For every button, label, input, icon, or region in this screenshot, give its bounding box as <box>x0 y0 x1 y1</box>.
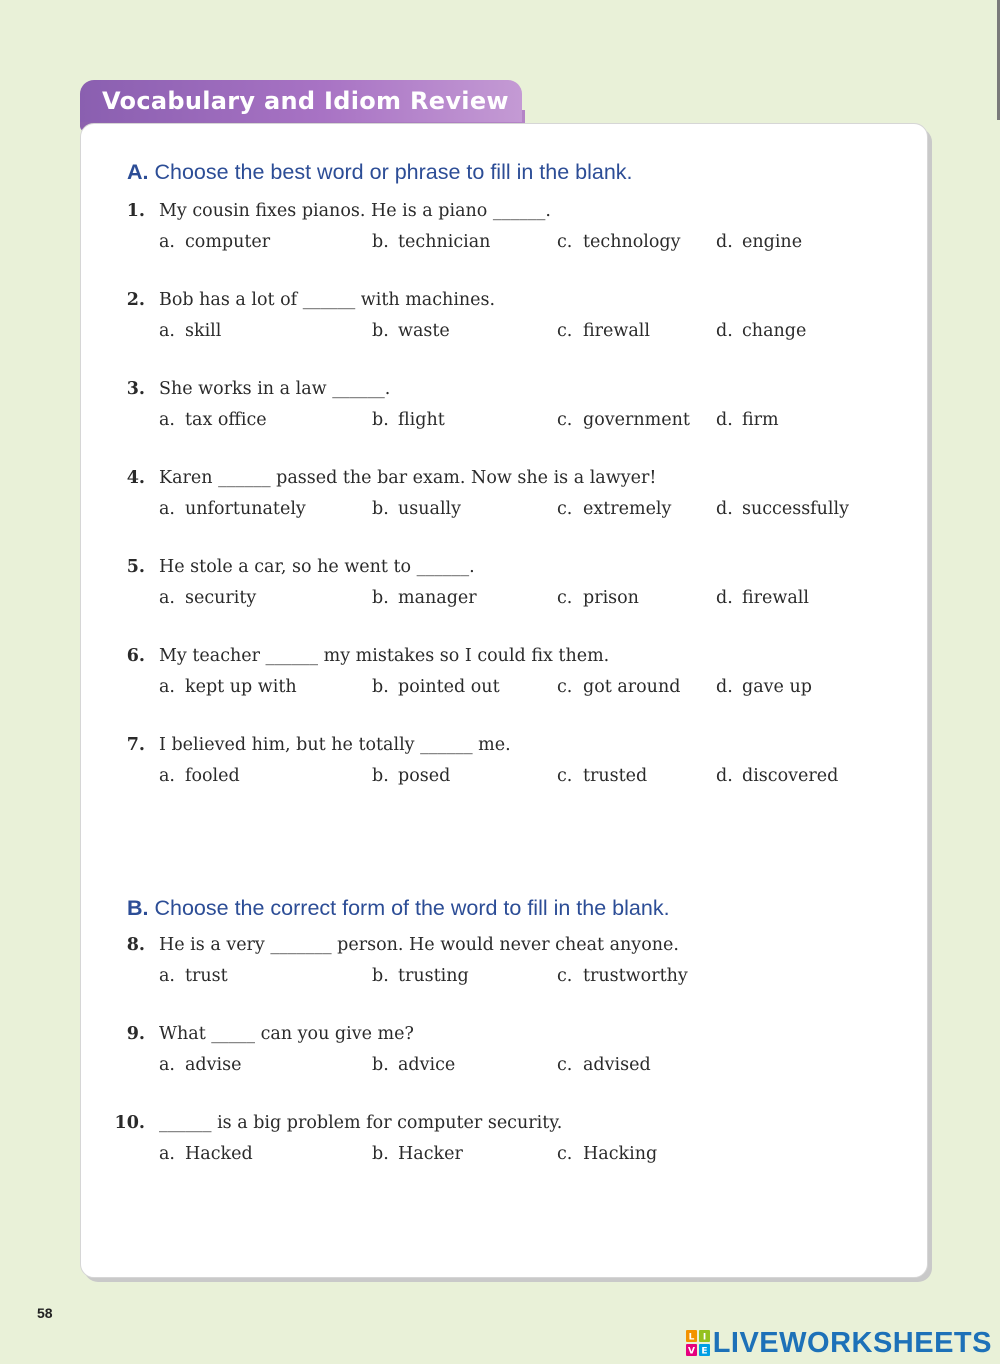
liveworksheets-logo-icon <box>686 1330 710 1356</box>
banner-title: Vocabulary and Idiom Review <box>102 87 509 115</box>
option-text: got around <box>583 677 681 697</box>
option-letter: a. <box>159 588 175 608</box>
question-number: 9. <box>126 1024 145 1044</box>
option-b[interactable] <box>372 410 445 430</box>
option-b[interactable] <box>372 966 469 986</box>
question-text: She works in a law ______. <box>159 379 391 399</box>
option-text: engine <box>742 232 803 252</box>
option-letter: b. <box>372 232 389 252</box>
option-b[interactable] <box>372 499 461 519</box>
question-2 <box>110 290 910 360</box>
question-text: My teacher ______ my mistakes so I could fix them. <box>159 646 610 666</box>
option-letter: a. <box>159 321 175 341</box>
question-number: 6. <box>126 646 145 666</box>
option-letter: b. <box>372 499 389 519</box>
option-text: skill <box>185 321 222 341</box>
option-letter: d. <box>716 766 733 786</box>
option-c[interactable] <box>557 1055 651 1075</box>
liveworksheets-text: LIVEWORKSHEETS <box>712 1326 992 1359</box>
option-letter: a. <box>159 499 175 519</box>
page-number: 58 <box>37 1305 53 1321</box>
option-letter: a. <box>159 1055 175 1075</box>
option-c[interactable] <box>557 410 690 430</box>
option-text: firewall <box>742 588 810 608</box>
option-d[interactable] <box>716 588 809 608</box>
option-text: advise <box>185 1055 242 1075</box>
option-letter: c. <box>557 677 573 697</box>
option-a[interactable] <box>159 766 240 786</box>
option-text: pointed out <box>398 677 500 697</box>
option-letter: b. <box>372 588 389 608</box>
option-b[interactable] <box>372 677 500 697</box>
question-10 <box>110 1113 910 1183</box>
option-text: trust <box>185 966 228 986</box>
option-letter: a. <box>159 966 175 986</box>
option-text: tax office <box>185 410 267 430</box>
question-text: What _____ can you give me? <box>159 1024 414 1044</box>
option-text: usually <box>398 499 462 519</box>
option-letter: b. <box>372 1144 389 1164</box>
question-text: I believed him, but he totally ______ me. <box>159 735 511 755</box>
option-c[interactable] <box>557 966 688 986</box>
option-letter: b. <box>372 677 389 697</box>
option-a[interactable] <box>159 410 267 430</box>
svg-text:I: I <box>702 1332 706 1343</box>
option-c[interactable] <box>557 1144 657 1164</box>
option-text: waste <box>398 321 450 341</box>
option-d[interactable] <box>716 677 812 697</box>
option-letter: b. <box>372 410 389 430</box>
option-text: trustworthy <box>583 966 688 986</box>
option-letter: c. <box>557 588 573 608</box>
option-letter: c. <box>557 766 573 786</box>
question-text: Karen ______ passed the bar exam. Now she is a lawyer! <box>159 468 657 488</box>
option-letter: b. <box>372 1055 389 1075</box>
option-letter: d. <box>716 677 733 697</box>
option-text: prison <box>583 588 639 608</box>
option-text: government <box>583 410 690 430</box>
option-text: discovered <box>742 766 839 786</box>
option-letter: c. <box>557 321 573 341</box>
question-6 <box>110 646 910 716</box>
question-text: He stole a car, so he went to ______. <box>159 557 475 577</box>
question-number: 1. <box>126 201 145 221</box>
question-number: 7. <box>126 735 145 755</box>
option-text: change <box>742 321 807 341</box>
option-c[interactable] <box>557 766 647 786</box>
option-text: firewall <box>583 321 651 341</box>
option-letter: c. <box>557 966 573 986</box>
question-number: 3. <box>126 379 145 399</box>
option-text: unfortunately <box>185 499 306 519</box>
question-number: 5. <box>126 557 145 577</box>
option-letter: d. <box>716 499 733 519</box>
option-letter: c. <box>557 232 573 252</box>
option-text: advice <box>398 1055 456 1075</box>
option-letter: c. <box>557 499 573 519</box>
section-a-heading <box>127 160 633 185</box>
question-7 <box>110 735 910 805</box>
option-a[interactable] <box>159 232 270 252</box>
section-a-instruction: Choose the best word or phrase to fill in the blank. <box>154 160 633 184</box>
option-letter: a. <box>159 677 175 697</box>
question-number: 4. <box>126 468 145 488</box>
question-text: My cousin fixes pianos. He is a piano ______. <box>159 201 551 221</box>
option-text: trusted <box>583 766 648 786</box>
option-d[interactable] <box>716 321 806 341</box>
option-a[interactable] <box>159 321 221 341</box>
option-letter: a. <box>159 232 175 252</box>
option-text: technology <box>583 232 681 252</box>
option-b[interactable] <box>372 588 477 608</box>
question-text: He is a very _______ person. He would never cheat anyone. <box>159 935 679 955</box>
option-letter: d. <box>716 588 733 608</box>
option-text: Hacked <box>185 1144 253 1164</box>
question-text: Bob has a lot of ______ with machines. <box>159 290 496 310</box>
option-text: Hacker <box>398 1144 463 1164</box>
option-b[interactable] <box>372 1144 463 1164</box>
option-a[interactable] <box>159 1144 253 1164</box>
option-b[interactable] <box>372 232 490 252</box>
question-3 <box>110 379 910 449</box>
option-text: firm <box>742 410 779 430</box>
option-text: technician <box>398 232 491 252</box>
option-text: fooled <box>185 766 240 786</box>
option-c[interactable] <box>557 677 680 697</box>
option-a[interactable] <box>159 588 256 608</box>
option-letter: c. <box>557 1144 573 1164</box>
option-text: kept up with <box>185 677 297 697</box>
option-d[interactable] <box>716 410 779 430</box>
section-b-instruction: Choose the correct form of the word to fill in the blank. <box>154 896 670 920</box>
question-text: ______ is a big problem for computer security. <box>159 1113 563 1133</box>
option-b[interactable] <box>372 766 450 786</box>
section-b-letter: B. <box>127 896 149 920</box>
option-c[interactable] <box>557 232 681 252</box>
option-letter: c. <box>557 1055 573 1075</box>
option-text: trusting <box>398 966 469 986</box>
section-a-letter: A. <box>127 160 149 184</box>
liveworksheets-watermark <box>686 1328 992 1358</box>
option-text: security <box>185 588 257 608</box>
option-text: advised <box>583 1055 651 1075</box>
option-a[interactable] <box>159 677 297 697</box>
option-text: gave up <box>742 677 812 697</box>
option-c[interactable] <box>557 588 639 608</box>
option-text: posed <box>398 766 451 786</box>
option-letter: b. <box>372 766 389 786</box>
option-c[interactable] <box>557 321 650 341</box>
question-8 <box>110 935 910 1005</box>
option-letter: a. <box>159 1144 175 1164</box>
question-4 <box>110 468 910 538</box>
option-text: manager <box>398 588 477 608</box>
option-letter: b. <box>372 966 389 986</box>
option-text: successfully <box>742 499 849 519</box>
option-text: Hacking <box>583 1144 658 1164</box>
question-number: 10. <box>114 1113 145 1133</box>
option-d[interactable] <box>716 232 802 252</box>
option-b[interactable] <box>372 321 450 341</box>
option-c[interactable] <box>557 499 671 519</box>
svg-text:V: V <box>687 1346 695 1356</box>
option-letter: c. <box>557 410 573 430</box>
question-1 <box>110 201 910 271</box>
option-a[interactable] <box>159 499 306 519</box>
svg-text:E: E <box>701 1346 708 1356</box>
section-b-heading <box>127 896 670 921</box>
option-letter: b. <box>372 321 389 341</box>
option-b[interactable] <box>372 1055 455 1075</box>
question-number: 8. <box>126 935 145 955</box>
option-letter: d. <box>716 232 733 252</box>
title-banner <box>80 80 522 122</box>
option-letter: d. <box>716 321 733 341</box>
option-text: extremely <box>583 499 672 519</box>
svg-text:L: L <box>688 1332 695 1343</box>
option-letter: a. <box>159 766 175 786</box>
question-9 <box>110 1024 910 1094</box>
question-number: 2. <box>126 290 145 310</box>
option-d[interactable] <box>716 766 838 786</box>
question-5 <box>110 557 910 627</box>
option-a[interactable] <box>159 1055 241 1075</box>
option-d[interactable] <box>716 499 849 519</box>
option-text: computer <box>185 232 271 252</box>
option-letter: d. <box>716 410 733 430</box>
option-text: flight <box>398 410 445 430</box>
option-a[interactable] <box>159 966 228 986</box>
option-letter: a. <box>159 410 175 430</box>
